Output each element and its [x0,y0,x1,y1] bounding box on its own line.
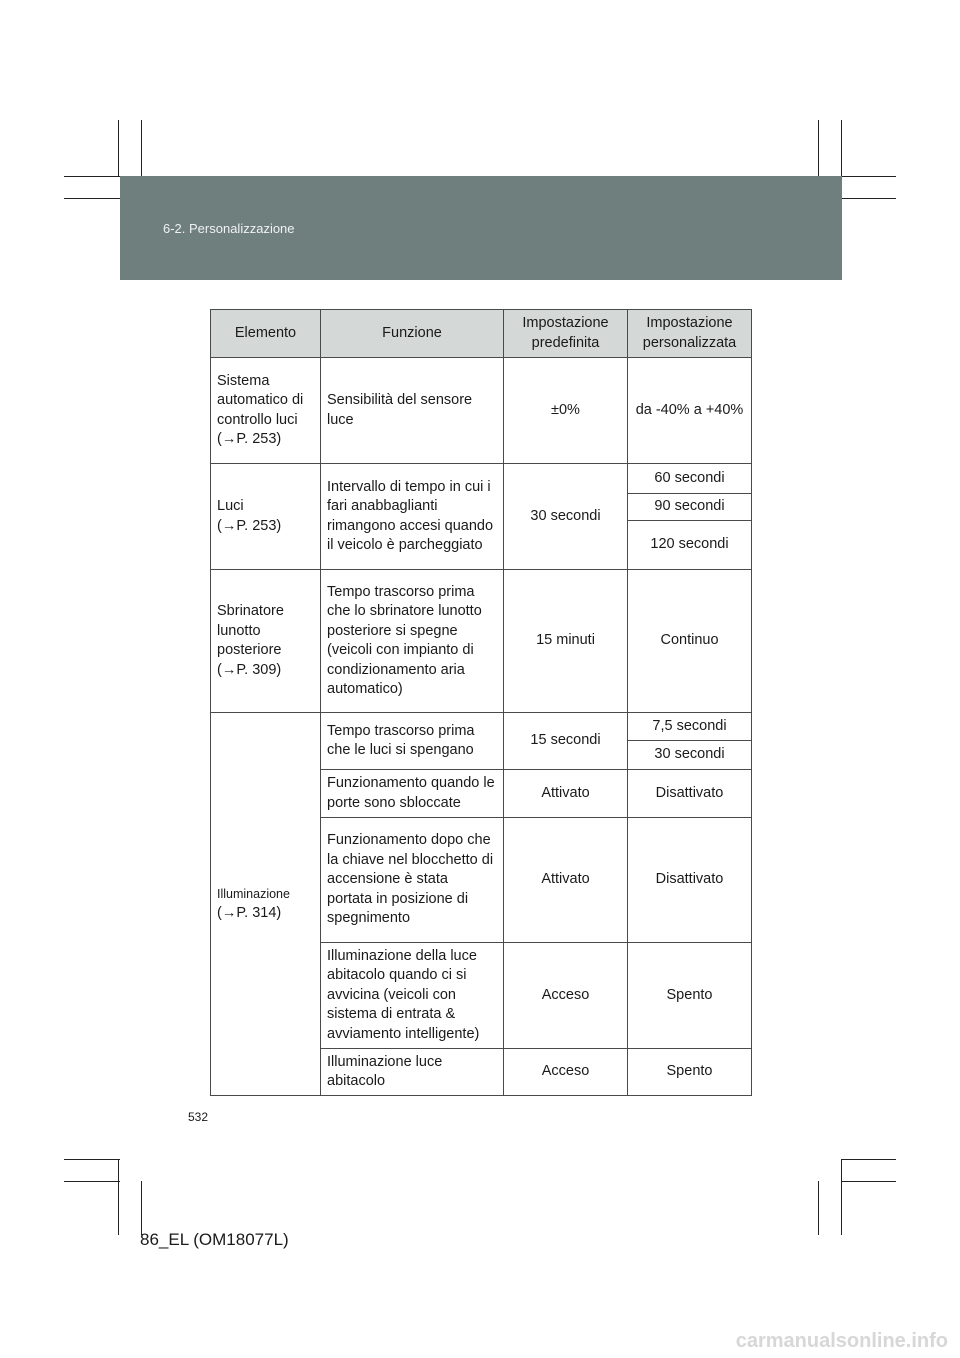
header-funzione: Funzione [321,310,504,358]
page-ref-link[interactable]: (→P. 253) [217,517,282,534]
crop-mark [818,120,819,176]
item-cell [211,464,321,570]
custom-option: 30 secondi [628,741,752,770]
custom-option: 60 secondi [628,464,752,494]
item-name: Sbrinatore lunotto posteriore [217,603,284,658]
item-name: Luci [217,498,244,514]
custom-value: Continuo [628,570,752,713]
item-name: Sistema automatico di controllo luci [217,372,304,428]
item-name: Illuminazione [217,886,290,901]
default-value: 15 minuti [504,570,628,713]
header-elemento: Elemento [211,310,321,358]
default-value: Acceso [504,943,628,1049]
function-cell: Intervallo di tempo in cui i fari anabbaglianti rimangono accesi quando il veicolo è parcheggiato [321,464,504,570]
page-ref-link[interactable]: (→P. 253) [217,431,282,447]
crop-mark [141,120,142,176]
crop-mark [842,1159,896,1160]
crop-mark [141,1181,142,1235]
item-cell [211,570,321,713]
custom-value: Spento [628,1049,752,1096]
default-value: Acceso [504,1049,628,1096]
page-number: 532 [188,1110,209,1124]
crop-mark [818,1181,819,1235]
custom-value: Spento [628,943,752,1049]
function-cell: Tempo trascorso prima che lo sbrinatore lunotto posteriore si spegne (veicoli con impianto di condizionamento aria automatico) [321,570,504,713]
item-cell [211,358,321,464]
crop-mark [842,1181,896,1182]
default-value: 15 secondi [504,713,628,770]
custom-value: Disattivato [628,770,752,818]
crop-mark [842,198,896,199]
crop-mark [64,198,120,199]
custom-option: 90 secondi [628,494,752,521]
custom-option: 7,5 secondi [628,713,752,741]
document-code: 86_EL (OM18077L) [140,1230,289,1249]
table-row [211,358,752,464]
default-value: 30 secondi [504,464,628,570]
crop-mark [118,1159,119,1235]
custom-value: da -40% a +40% [628,358,752,464]
custom-option: 120 secondi [628,521,752,570]
table-row [211,464,752,494]
header-predefinita: Impostazione predefinita [504,310,628,358]
section-title: 6-2. Personalizzazione [163,221,295,236]
crop-mark [842,176,896,177]
crop-mark [64,176,120,177]
function-cell: Sensibilità del sensore luce [321,358,504,464]
item-cell [211,713,321,1096]
crop-mark [118,120,119,176]
default-value: Attivato [504,818,628,943]
default-value: ±0% [504,358,628,464]
table-header-row [211,310,752,358]
function-cell: Illuminazione della luce abitacolo quando ci si avvicina (veicoli con sistema di entrata & avviamento intelligente) [321,943,504,1049]
function-cell: Tempo trascorso prima che le luci si spengano [321,713,504,770]
customization-table [210,309,752,1096]
crop-mark [64,1159,120,1160]
custom-value: Disattivato [628,818,752,943]
table-row [211,713,752,741]
header-personalizzata: Impostazione personalizzata [628,310,752,358]
crop-mark [841,1159,842,1235]
page-ref-link[interactable]: (→P. 314) [217,905,282,921]
page-ref-link[interactable]: (→P. 309) [217,661,282,678]
function-cell: Illuminazione luce abitacolo [321,1049,504,1096]
default-value: Attivato [504,770,628,818]
function-cell: Funzionamento quando le porte sono sbloccate [321,770,504,818]
crop-mark [841,120,842,176]
table-row [211,570,752,713]
function-cell: Funzionamento dopo che la chiave nel blocchetto di accensione è stata portata in posizione di spegnimento [321,818,504,943]
crop-mark [64,1181,120,1182]
watermark: carmanualsonline.info [735,1330,948,1352]
